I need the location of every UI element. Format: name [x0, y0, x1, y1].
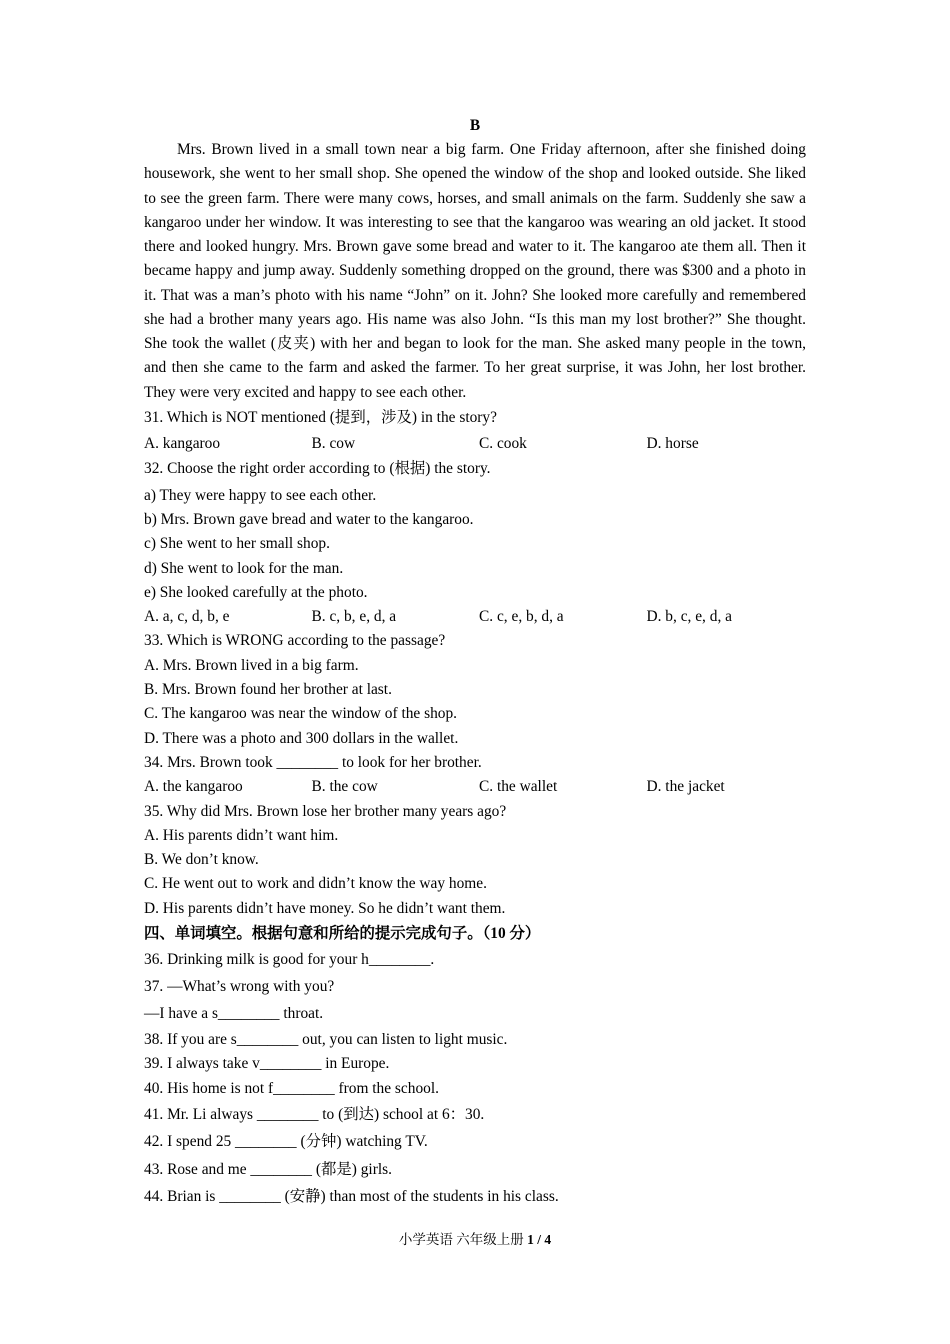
option-b: B. cow [311, 435, 356, 453]
option-c: C. He went out to work and didn’t know the way home. [144, 875, 487, 893]
option-a: A. Mrs. Brown lived in a big farm. [144, 656, 359, 674]
order-item-c: c) She went to her small shop. [144, 535, 330, 553]
worksheet-page [144, 112, 806, 1209]
option-b: B. We don’t know. [144, 851, 259, 869]
fill-question-39: 39. I always take v________ in Europe. [144, 1055, 390, 1073]
option-b: B. c, b, e, d, a [311, 608, 397, 626]
fill-question-41: 41. Mr. Li always ________ to (到达) school at 6：30. [144, 1106, 485, 1124]
fill-question-43: 43. Rose and me ________ (都是) girls. [144, 1160, 392, 1178]
option-d: D. the jacket [646, 778, 725, 796]
option-c: C. c, e, b, d, a [479, 608, 564, 626]
option-d: D. b, c, e, d, a [646, 608, 732, 626]
option-d: D. horse [646, 435, 699, 453]
question-35: 35. Why did Mrs. Brown lose her brother many years ago? [144, 802, 507, 820]
fill-question-36: 36. Drinking milk is good for your h________. [144, 951, 435, 969]
reading-passage: Mrs. Brown lived in a small town near a big farm. One Friday afternoon, after she finished doing housework, she went to her small shop. She opened the window of the shop and looked outside. She liked to see the green farm. There were many cows, horses, and small animals on the farm. Suddenly she saw a kangaroo under her window. It was interesting to see that the kangaroo was wearing an old jacket. It stood there and looked hungry. Mrs. Brown gave some bread and water to it. The kangaroo ate them all. Then it became happy and jump away. Suddenly something dropped on the ground, there was $300 and a photo in it. That was a man’s photo with his name “John” on it. John? She looked more carefully and remembered she had a brother many years ago. His name was also John. “Is this man my lost brother?” She thought. She took the wallet (皮夹) with her and began to look for the man. She asked many people in the town, and then she came to the farm and asked the farmer. To her great surprise, it was John, her lost brother. They were very excited and happy to see each other. [144, 141, 806, 401]
fill-question-44: 44. Brian is ________ (安静) than most of the students in his class. [144, 1187, 559, 1205]
question-32: 32. Choose the right order according to (根据) the story. [144, 460, 491, 478]
option-c: C. the wallet [479, 778, 558, 796]
fill-question-38: 38. If you are s________ out, you can listen to light music. [144, 1031, 508, 1049]
fill-question-37-reply: —I have a s________ throat. [144, 1004, 324, 1022]
option-d: D. His parents didn’t have money. So he didn’t want them. [144, 899, 506, 917]
option-b: B. Mrs. Brown found her brother at last. [144, 681, 392, 699]
fill-question-42: 42. I spend 25 ________ (分钟) watching TV. [144, 1133, 428, 1151]
order-item-d: d) She went to look for the man. [144, 559, 344, 577]
part-four-heading: 四、单词填空。根据句意和所给的提示完成句子。（10 分） [144, 924, 541, 942]
question-31: 31. Which is NOT mentioned (提到，涉及) in the story? [144, 408, 497, 426]
question-33: 33. Which is WRONG according to the passage? [144, 632, 446, 650]
option-b: B. the cow [311, 778, 378, 796]
fill-question-37: 37. —What’s wrong with you? [144, 977, 335, 995]
option-c: C. cook [479, 435, 527, 453]
section-title: B [469, 117, 481, 134]
page-footer [0, 1228, 950, 1248]
question-31-options [144, 432, 806, 456]
option-a: A. the kangaroo [144, 778, 243, 796]
option-a: A. a, c, d, b, e [144, 608, 230, 626]
page-number: 1 / 4 [527, 1232, 552, 1247]
question-34: 34. Mrs. Brown took ________ to look for her brother. [144, 753, 482, 771]
option-c: C. The kangaroo was near the window of the shop. [144, 705, 458, 723]
question-34-options [144, 775, 806, 799]
order-item-e: e) She looked carefully at the photo. [144, 583, 368, 601]
footer-label: 小学英语 六年级上册 [398, 1232, 528, 1247]
order-item-b: b) Mrs. Brown gave bread and water to the kangaroo. [144, 510, 474, 528]
question-32-options [144, 605, 806, 629]
order-item-a: a) They were happy to see each other. [144, 486, 377, 504]
fill-question-40: 40. His home is not f________ from the school. [144, 1079, 439, 1097]
option-a: A. His parents didn’t want him. [144, 826, 339, 844]
option-d: D. There was a photo and 300 dollars in the wallet. [144, 729, 459, 747]
option-a: A. kangaroo [144, 435, 221, 453]
